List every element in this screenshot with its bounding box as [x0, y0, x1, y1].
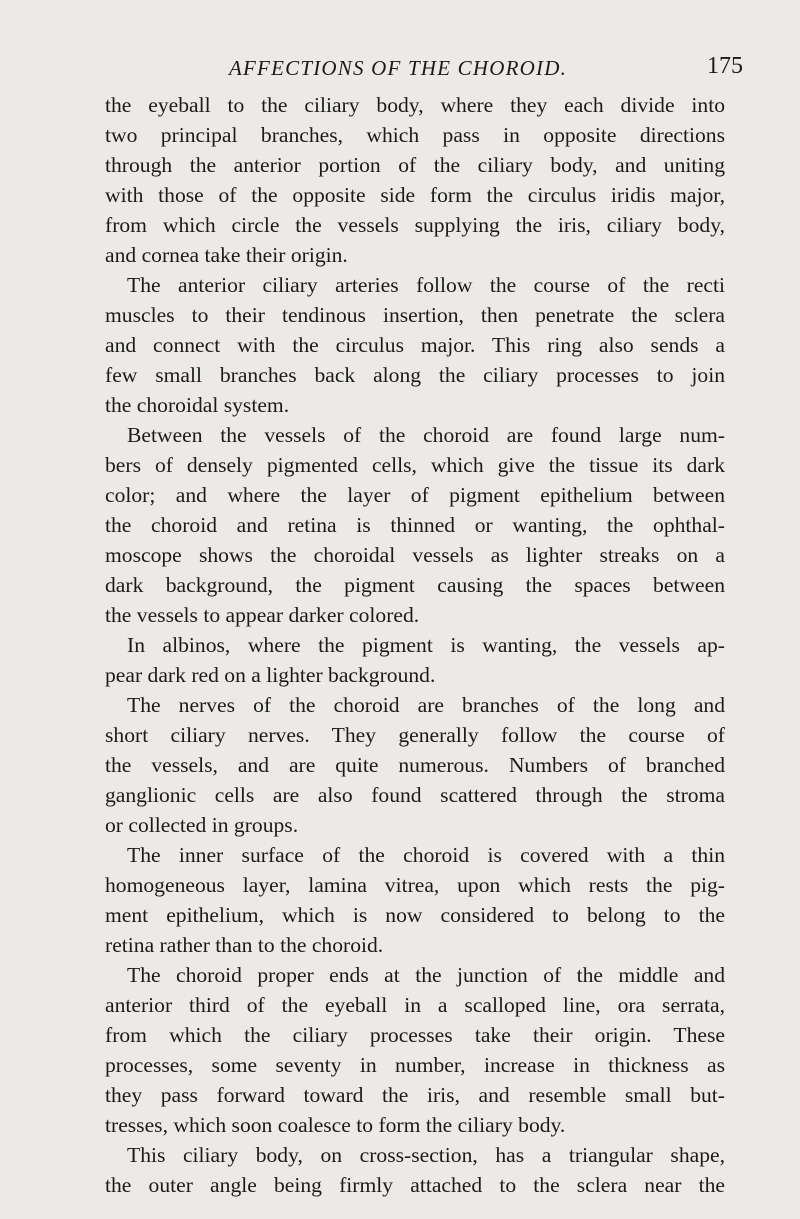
text-line: short ciliary nerves. They generally follow the course of — [105, 723, 725, 747]
text-line: or collected in groups. — [105, 813, 299, 837]
text-line: anterior third of the eyeball in a scalloped line, ora serrata, — [105, 993, 725, 1017]
text-line: and connect with the circulus major. This ring also sends a — [105, 333, 725, 357]
text-line: tresses, which soon coalesce to form the ciliary body. — [105, 1113, 566, 1137]
running-head: AFFECTIONS OF THE CHOROID. — [229, 56, 568, 80]
text-line: and cornea take their origin. — [105, 243, 348, 267]
text-line: two principal branches, which pass in opposite directions — [105, 123, 725, 147]
text-line: the outer angle being firmly attached to the sclera near the — [105, 1173, 725, 1197]
text-line: with those of the opposite side form the circulus iridis major, — [105, 183, 725, 207]
text-line: In albinos, where the pigment is wanting, the vessels ap- — [127, 633, 725, 657]
text-line: Between the vessels of the choroid are found large num- — [127, 423, 725, 447]
text-line: from which circle the vessels supplying the iris, ciliary body, — [105, 213, 725, 237]
text-line: the eyeball to the ciliary body, where they each divide into — [105, 93, 725, 117]
page-header — [0, 54, 800, 84]
text-line: The nerves of the choroid are branches of the long and — [127, 693, 725, 717]
body-text — [105, 90, 725, 1200]
text-line: bers of densely pigmented cells, which give the tissue its dark — [105, 453, 725, 477]
text-line: the choroidal system. — [105, 393, 290, 417]
text-line: few small branches back along the ciliary processes to join — [105, 363, 725, 387]
text-line: the choroid and retina is thinned or wanting, the ophthal- — [105, 513, 725, 537]
text-line: retina rather than to the choroid. — [105, 933, 384, 957]
text-line: The choroid proper ends at the junction of the middle and — [127, 963, 725, 987]
text-line: ganglionic cells are also found scattered through the stroma — [105, 783, 725, 807]
text-line: the vessels to appear darker colored. — [105, 603, 420, 627]
text-line: pear dark red on a lighter background. — [105, 663, 436, 687]
text-line: dark background, the pigment causing the spaces between — [105, 573, 725, 597]
text-line: The anterior ciliary arteries follow the course of the recti — [127, 273, 725, 297]
text-line: The inner surface of the choroid is covered with a thin — [127, 843, 725, 867]
text-line: through the anterior portion of the ciliary body, and uniting — [105, 153, 725, 177]
text-line: This ciliary body, on cross-section, has a triangular shape, — [127, 1143, 725, 1167]
text-line: they pass forward toward the iris, and resemble small but- — [105, 1083, 725, 1107]
text-line: the vessels, and are quite numerous. Numbers of branched — [105, 753, 725, 777]
text-line: color; and where the layer of pigment epithelium between — [105, 483, 725, 507]
text-line: ment epithelium, which is now considered to belong to the — [105, 903, 725, 927]
page-number: 175 — [707, 53, 743, 79]
text-line: from which the ciliary processes take their origin. These — [105, 1023, 725, 1047]
text-line: homogeneous layer, lamina vitrea, upon which rests the pig- — [105, 873, 725, 897]
text-line: muscles to their tendinous insertion, then penetrate the sclera — [105, 303, 725, 327]
text-line: processes, some seventy in number, increase in thickness as — [105, 1053, 725, 1077]
text-line: moscope shows the choroidal vessels as lighter streaks on a — [105, 543, 725, 567]
